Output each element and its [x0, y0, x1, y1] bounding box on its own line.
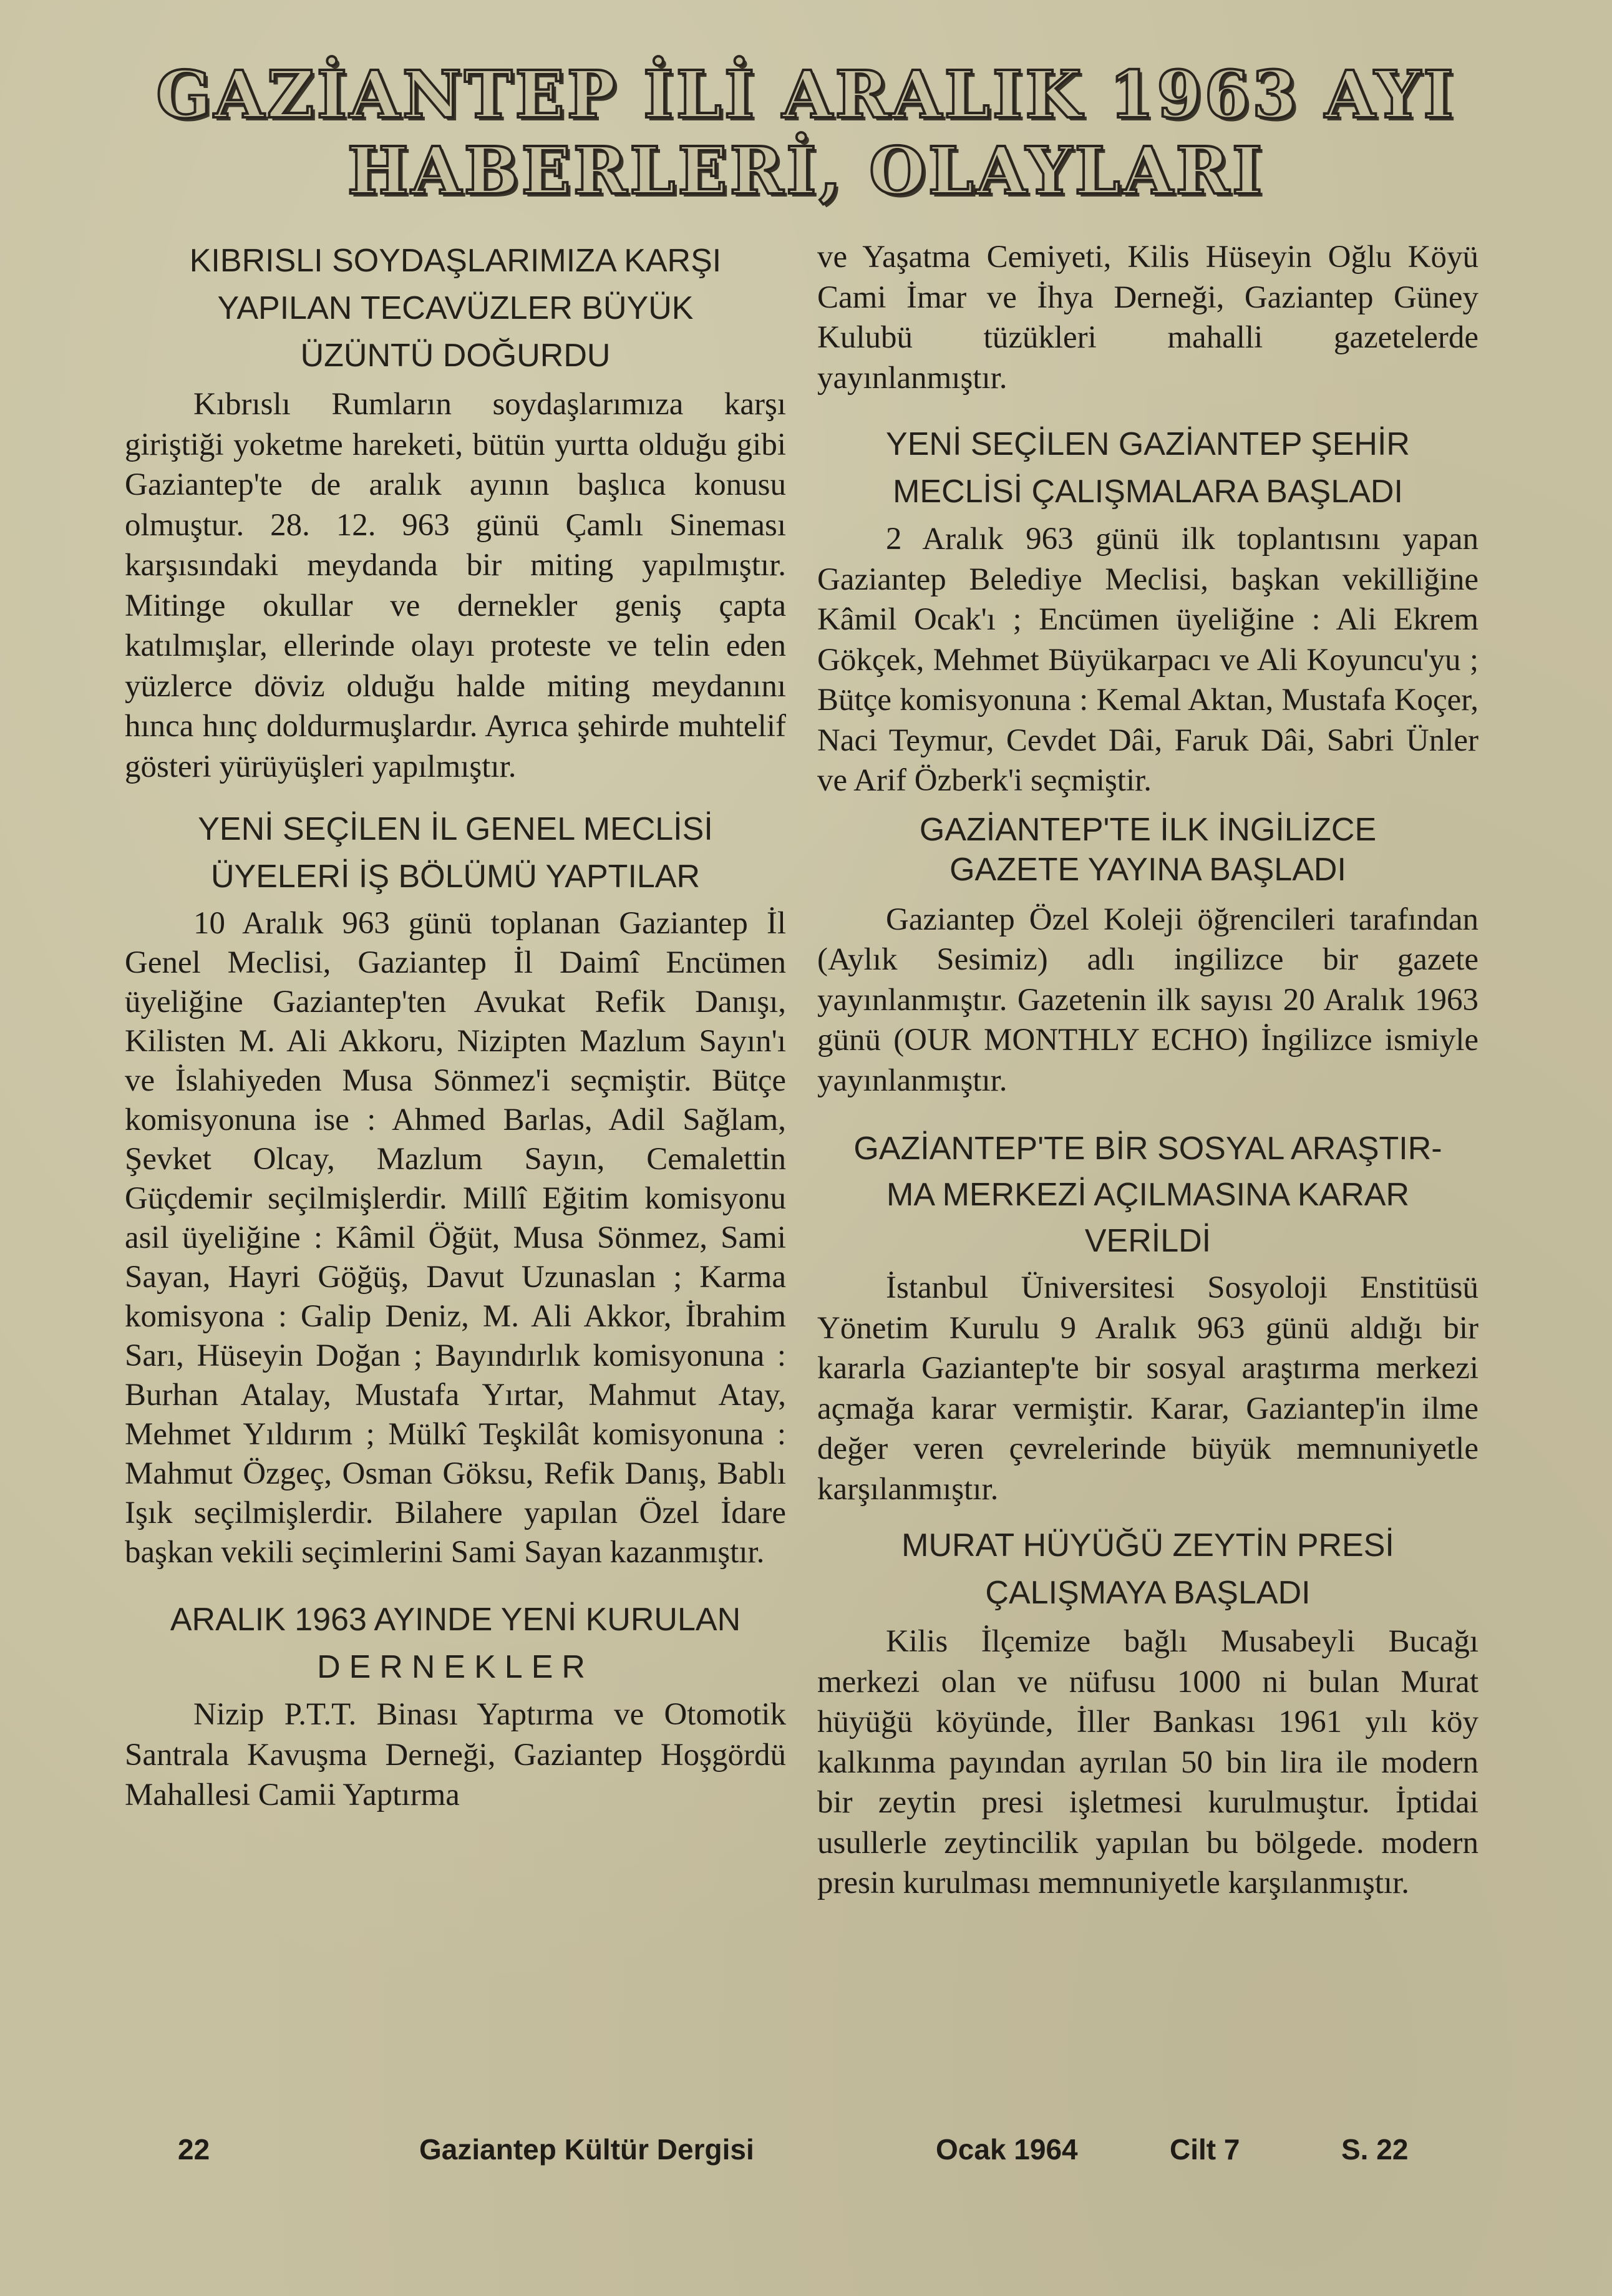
article-heading [817, 810, 1478, 890]
article-heading [817, 421, 1478, 515]
page-footer [0, 2133, 1612, 2176]
article-body: Gaziantep Özel Koleji öğrencileri tarafından (Aylık Sesimiz) adlı ingilizce bir gazete yayınlanmıştır. Gazetenin ilk sayısı 20 Aralık 1963 günü (OUR MONTHLY ECHO) İngilizce ismiyle yayınlanmıştır. [817, 902, 1478, 1098]
article-cyprus [125, 237, 786, 787]
issue-date: Ocak 1964 [936, 2133, 1078, 2166]
heading-line: MECLİSİ ÇALIŞMALARA BAŞLADI [893, 474, 1403, 510]
heading-line: GAZİANTEP'TE BİR SOSYAL ARAŞTIR- [853, 1131, 1442, 1167]
article-research-center [817, 1126, 1478, 1509]
article-heading [125, 237, 786, 379]
volume-number: Cilt 7 [1170, 2133, 1240, 2166]
heading-line: KIBRISLI SOYDAŞLARIMIZA KARŞI [189, 243, 722, 279]
article-english-newspaper [817, 810, 1478, 1101]
article-body: Nizip P.T.T. Binası Yaptırma ve Otomotik Santrala Kavuşma Derneği, Gaziantep Hoşgördü Mahallesi Camii Yaptırma [125, 1697, 786, 1812]
heading-line: ÜZÜNTÜ DOĞURDU [300, 338, 611, 374]
article-heading [817, 1522, 1478, 1617]
journal-name: Gaziantep Kültür Dergisi [419, 2133, 754, 2166]
article-heading [125, 805, 786, 900]
article-body: 10 Aralık 963 günü toplanan Gaziantep İl Genel Meclisi, Gaziantep İl Daimî Encümen üyeliğine Gaziantep'ten Avukat Refik Danışı, Kilisten M. Ali Akkoru, Nizipten Mazlum Sayın'ı ve İslahiyeden Musa Sönmez'i seçmiştir. Bütçe komisyonuna ise : Ahmed Barlas, Adil Sağlam, Şevket Olcay, Mazlum Sayın, Cemalettin Güçdemir seçilmişlerdir. Millî Eğitim komisyonu asil üyeliğine : Kâmil Öğüt, Musa Sönmez, Sami Sayan, Hayri Göğüş, Davut Uzunaslan ; Karma komisyona : Galip Deniz, M. Ali Akkor, İbrahim Sarı, Hüseyin Doğan ; Bayındırlık komisyonuna : Burhan Atalay, Mustafa Yırtar, Mahmut Atay, Mehmet Yıldırım ; Mülkî Teşkilât komisyonuna : Mahmut Özgeç, Osman Göksu, Refik Danış, Bablı Işık seçilmişlerdir. Bilahere yapılan Özel İdare başkan vekili seçimlerini Sami Sayan kazanmıştır. [125, 906, 786, 1570]
heading-line: ARALIK 1963 AYINDE YENİ KURULAN [170, 1602, 741, 1638]
article-heading [125, 1596, 786, 1691]
page-title-line-2: HABERLERİ, OLAYLARI [347, 132, 1265, 209]
article-new-associations [125, 1596, 786, 1816]
article-olive-press [817, 1522, 1478, 1904]
left-column [125, 237, 786, 1816]
article-heading [817, 1126, 1478, 1264]
heading-line: YENİ SEÇİLEN İL GENEL MECLİSİ [198, 811, 713, 847]
article-continuation: ve Yaşatma Cemiyeti, Kilis Hüseyin Oğlu Köyü Cami İmar ve İhya Derneği, Gaziantep Güney Kulubü tüzükleri mahalli gazetelerde yayınlanmıştır. [817, 240, 1478, 396]
article-body: Kıbrıslı Rumların soydaşlarımıza karşı giriştiği yoketme hareketi, bütün yurtta olduğu gibi Gaziantep'te de aralık ayının başlıca konusu olmuştur. 28. 12. 963 günü Çamlı Sineması karşısındaki meydanda bir miting yapılmıştır. Mitinge okullar ve dernekler geniş çapta katılmışlar, ellerinde olayı proteste ve telin eden yüzlerce döviz olduğu halde miting meydanını hınca hınç doldurmuşlardır. Ayrıca şehirde muhtelif gösteri yürüyüşleri yapılmıştır. [125, 387, 786, 784]
heading-line: VERİLDİ [1084, 1223, 1211, 1259]
article-body: 2 Aralık 963 günü ilk toplantısını yapan Gaziantep Belediye Meclisi, başkan vekilliğine Kâmil Ocak'ı ; Encümen üyeliğine : Ali Ekrem Gökçek, Mehmet Büyükarpacı ve Ali Koyuncu'yu ; Bütçe komisyonuna : Kemal Aktan, Mustafa Koçer, Naci Teymur, Cevdet Dâi, Faruk Dâi, Sabri Ünler ve Arif Özberk'i seçmiştir. [817, 522, 1478, 798]
article-provincial-council [125, 805, 786, 1572]
heading-line: ÇALIŞMAYA BAŞLADI [985, 1575, 1311, 1611]
heading-line: DERNEKLER [317, 1649, 594, 1685]
heading-line: MURAT HÜYÜĞÜ ZEYTİN PRESİ [901, 1527, 1394, 1564]
page-title-line-1: GAZİANTEP İLİ ARALIK 1963 AYI [156, 56, 1456, 133]
heading-line: YAPILAN TECAVÜZLER BÜYÜK [217, 290, 694, 326]
article-body: İstanbul Üniversitesi Sosyoloji Enstitüsü Yönetim Kurulu 9 Aralık 963 günü aldığı bir kararla Gaziantep'te bir sosyal araştırma merkezi açmağa karar vermiştir. Karar, Gaziantep'in ilme değer veren çevrelerinde büyük memnuniyetle karşılanmıştır. [817, 1270, 1478, 1507]
issue-number: S. 22 [1341, 2133, 1409, 2166]
page-number: 22 [178, 2133, 210, 2166]
heading-line: ÜYELERİ İŞ BÖLÜMÜ YAPTILAR [210, 859, 701, 895]
heading-line: YENİ SEÇİLEN GAZİANTEP ŞEHİR [886, 426, 1410, 462]
heading-line: MA MERKEZİ AÇILMASINA KARAR [886, 1177, 1409, 1213]
article-body: Kilis İlçemize bağlı Musabeyli Bucağı merkezi olan ve nüfusu 1000 ni bulan Murat hüyüğü köyünde, İller Bankası 1961 yılı köy kalkınma payından ayrılan 50 bin lira ile modern bir zeytin presi işletmesi kurulmuştur. İptidai usullerle zeytincilik yapılan bu bölgede. modern presin kurulması memnuniyetle karşılanmıştır. [817, 1624, 1478, 1900]
heading-line: GAZİANTEP'TE İLK İNGİLİZCE [919, 811, 1377, 848]
article-city-council [817, 421, 1478, 801]
heading-line: GAZETE YAYINA BAŞLADI [949, 851, 1346, 888]
right-column [817, 237, 1478, 1904]
